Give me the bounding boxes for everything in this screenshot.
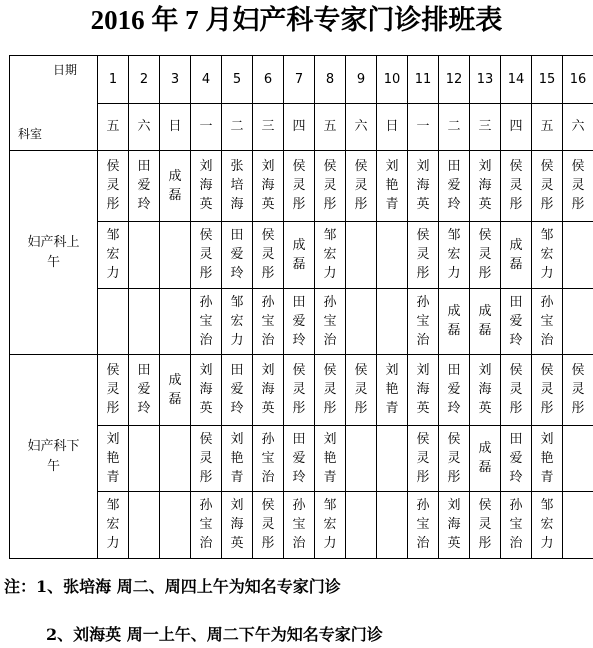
table-row (10, 222, 593, 289)
schedule-cell (563, 426, 593, 492)
doctor-name: 侯灵彤 (571, 159, 585, 212)
doctor-name: 孙宝治 (323, 294, 337, 348)
schedule-table (9, 55, 593, 559)
schedule-cell (532, 492, 563, 559)
doctor-name: 侯灵彤 (323, 159, 337, 212)
weekday: 三 (470, 104, 501, 151)
day-number: 3 (160, 56, 191, 104)
schedule-cell (408, 222, 439, 289)
doctor-name: 侯灵彤 (478, 228, 492, 281)
doctor-name: 刘艳青 (385, 363, 399, 416)
weekday: 四 (284, 104, 315, 151)
schedule-cell (315, 289, 346, 355)
schedule-cell (377, 355, 408, 426)
schedule-cell (253, 289, 284, 355)
table-row (10, 289, 593, 355)
weekday: 日 (377, 104, 408, 151)
schedule-cell (98, 492, 129, 559)
schedule-cell (470, 289, 501, 355)
schedule-cell (129, 289, 160, 355)
day-number: 6 (253, 56, 284, 104)
table-row (10, 492, 593, 559)
schedule-cell (563, 151, 593, 222)
schedule-cell (532, 426, 563, 492)
doctor-name: 刘海英 (416, 159, 430, 212)
schedule-cell (129, 492, 160, 559)
schedule-cell (315, 151, 346, 222)
schedule-cell (408, 492, 439, 559)
day-number: 10 (377, 56, 408, 104)
schedule-cell (191, 355, 222, 426)
doctor-name: 田爱玲 (137, 363, 151, 416)
doctor-name: 田爱玲 (292, 431, 306, 485)
doctor-name: 田爱玲 (230, 228, 244, 281)
schedule-cell (439, 222, 470, 289)
schedule-cell (470, 492, 501, 559)
schedule-cell (129, 426, 160, 492)
day-number: 7 (284, 56, 315, 104)
doctor-name: 成磊 (447, 304, 461, 338)
schedule-cell (439, 426, 470, 492)
schedule-cell (98, 426, 129, 492)
schedule-cell (532, 289, 563, 355)
doctor-name: 侯灵彤 (509, 159, 523, 212)
schedule-cell (408, 355, 439, 426)
doctor-name: 邹宏力 (540, 228, 554, 281)
schedule-cell (98, 289, 129, 355)
doctor-name: 侯灵彤 (540, 363, 554, 416)
doctor-name: 邹宏力 (230, 294, 244, 348)
doctor-name: 孙宝治 (261, 431, 275, 485)
doctor-name: 刘海英 (478, 159, 492, 212)
doctor-name: 刘海英 (261, 159, 275, 212)
doctor-name: 侯灵彤 (540, 159, 554, 212)
doctor-name: 侯灵彤 (416, 431, 430, 485)
schedule-cell (129, 355, 160, 426)
dept-label-text: 妇产科下午 (27, 438, 80, 474)
weekday: 五 (315, 104, 346, 151)
schedule-cell (377, 492, 408, 559)
doctor-name: 成磊 (168, 168, 182, 203)
doctor-name: 侯灵彤 (354, 159, 368, 212)
doctor-name: 侯灵彤 (416, 228, 430, 281)
doctor-name: 孙宝治 (416, 294, 430, 348)
schedule-cell (501, 426, 532, 492)
schedule-cell (439, 355, 470, 426)
schedule-cell (346, 492, 377, 559)
doctor-name: 田爱玲 (137, 159, 151, 212)
schedule-cell (408, 289, 439, 355)
day-number: 1 (98, 56, 129, 104)
header-day-row (10, 56, 593, 104)
doctor-name: 邹宏力 (323, 498, 337, 551)
schedule-cell (253, 355, 284, 426)
table-row (10, 426, 593, 492)
weekday: 二 (439, 104, 470, 151)
schedule-cell (98, 151, 129, 222)
schedule-cell (191, 222, 222, 289)
doctor-name: 侯灵彤 (292, 363, 306, 416)
table-row (10, 151, 593, 222)
doctor-name: 刘海英 (416, 363, 430, 416)
doctor-name: 刘海英 (478, 363, 492, 416)
doctor-name: 侯灵彤 (199, 431, 213, 485)
header-corner (10, 56, 98, 151)
schedule-cell (501, 355, 532, 426)
schedule-cell (346, 426, 377, 492)
doctor-name: 刘海英 (261, 363, 275, 416)
doctor-name: 侯灵彤 (354, 363, 368, 416)
doctor-name: 孙宝治 (540, 294, 554, 348)
schedule-cell (501, 289, 532, 355)
weekday: 四 (501, 104, 532, 151)
schedule-cell (470, 355, 501, 426)
day-number: 16 (563, 56, 593, 104)
schedule-cell (563, 289, 593, 355)
schedule-cell (346, 222, 377, 289)
schedule-cell (439, 289, 470, 355)
doctor-name: 侯灵彤 (261, 498, 275, 551)
schedule-cell (222, 222, 253, 289)
doctor-name: 张培海 (230, 159, 244, 212)
schedule-cell (377, 151, 408, 222)
weekday: 一 (191, 104, 222, 151)
doctor-name: 侯灵彤 (199, 228, 213, 281)
schedule-cell (160, 355, 191, 426)
schedule-cell (501, 492, 532, 559)
doctor-name: 孙宝治 (199, 294, 213, 348)
schedule-cell (315, 355, 346, 426)
schedule-cell (563, 222, 593, 289)
day-number: 5 (222, 56, 253, 104)
schedule-cell (98, 355, 129, 426)
doctor-name: 侯灵彤 (106, 363, 120, 416)
schedule-cell (377, 289, 408, 355)
schedule-cell (253, 151, 284, 222)
doctor-name: 侯灵彤 (323, 363, 337, 416)
weekday: 五 (532, 104, 563, 151)
schedule-cell (98, 222, 129, 289)
schedule-cell (377, 222, 408, 289)
doctor-name: 刘海英 (230, 498, 244, 551)
schedule-cell (191, 289, 222, 355)
doctor-name: 成磊 (478, 441, 492, 475)
doctor-name: 田爱玲 (292, 294, 306, 348)
dept-label: 科室 (18, 127, 43, 141)
day-number: 4 (191, 56, 222, 104)
schedule-cell (470, 222, 501, 289)
dept-label-text: 妇产科上午 (27, 234, 80, 270)
schedule-cell (191, 492, 222, 559)
schedule-cell (346, 151, 377, 222)
doctor-name: 成磊 (292, 237, 306, 272)
day-number: 2 (129, 56, 160, 104)
doctor-name: 侯灵彤 (478, 498, 492, 551)
weekday: 三 (253, 104, 284, 151)
schedule-cell (532, 151, 563, 222)
doctor-name: 田爱玲 (509, 431, 523, 485)
doctor-name: 邹宏力 (447, 228, 461, 281)
schedule-cell (346, 289, 377, 355)
doctor-name: 邹宏力 (540, 498, 554, 551)
schedule-cell (284, 151, 315, 222)
table-row (10, 355, 593, 426)
dept-cell (10, 355, 98, 559)
schedule-cell (315, 492, 346, 559)
schedule-cell (315, 426, 346, 492)
weekday: 五 (98, 104, 129, 151)
schedule-cell (160, 151, 191, 222)
doctor-name: 刘艳青 (106, 431, 120, 485)
doctor-name: 成磊 (478, 304, 492, 338)
schedule-cell (129, 222, 160, 289)
schedule-cell (470, 426, 501, 492)
schedule-cell (501, 151, 532, 222)
schedule-cell (563, 492, 593, 559)
schedule-cell (284, 426, 315, 492)
doctor-name: 刘海英 (447, 498, 461, 551)
weekday: 一 (408, 104, 439, 151)
doctor-name: 刘艳青 (540, 431, 554, 485)
doctor-name: 侯灵彤 (571, 363, 585, 416)
doctor-name: 侯灵彤 (447, 431, 461, 485)
schedule-cell (160, 222, 191, 289)
schedule-cell (532, 222, 563, 289)
day-number: 14 (501, 56, 532, 104)
doctor-name: 侯灵彤 (509, 363, 523, 416)
doctor-name: 邹宏力 (106, 498, 120, 551)
doctor-name: 田爱玲 (230, 363, 244, 416)
schedule-cell (284, 222, 315, 289)
doctor-name: 侯灵彤 (261, 228, 275, 281)
doctor-name: 孙宝治 (199, 498, 213, 551)
doctor-name: 田爱玲 (447, 363, 461, 416)
doctor-name: 刘艳青 (385, 159, 399, 212)
doctor-name: 孙宝治 (292, 498, 306, 551)
doctor-name: 刘艳青 (323, 431, 337, 485)
doctor-name: 成磊 (509, 237, 523, 272)
schedule-cell (222, 289, 253, 355)
weekday: 日 (160, 104, 191, 151)
doctor-name: 田爱玲 (447, 159, 461, 212)
schedule-cell (222, 151, 253, 222)
schedule-cell (346, 355, 377, 426)
schedule-cell (408, 426, 439, 492)
schedule-cell (160, 492, 191, 559)
schedule-cell (532, 355, 563, 426)
weekday: 六 (129, 104, 160, 151)
doctor-name: 侯灵彤 (292, 159, 306, 212)
doctor-name: 邹宏力 (106, 228, 120, 281)
doctor-name: 孙宝治 (416, 498, 430, 551)
schedule-cell (501, 222, 532, 289)
schedule-cell (284, 492, 315, 559)
schedule-cell (563, 355, 593, 426)
schedule-cell (284, 289, 315, 355)
doctor-name: 邹宏力 (323, 228, 337, 281)
note-1: 注：1、张培海 周二、周四上午为知名专家门诊 (4, 577, 341, 596)
doctor-name: 刘海英 (199, 363, 213, 416)
schedule-cell (129, 151, 160, 222)
schedule-cell (439, 151, 470, 222)
schedule-cell (439, 492, 470, 559)
day-number: 12 (439, 56, 470, 104)
weekday: 六 (346, 104, 377, 151)
schedule-cell (470, 151, 501, 222)
doctor-name: 刘海英 (199, 159, 213, 212)
doctor-name: 孙宝治 (261, 294, 275, 348)
page-title: 2016 年 7 月妇产科专家门诊排班表 (90, 5, 503, 35)
schedule-cell (191, 426, 222, 492)
schedule-cell (160, 426, 191, 492)
schedule-cell (253, 492, 284, 559)
doctor-name: 孙宝治 (509, 498, 523, 551)
schedule-cell (160, 289, 191, 355)
weekday: 六 (563, 104, 593, 151)
dept-cell (10, 151, 98, 355)
day-number: 11 (408, 56, 439, 104)
day-number: 8 (315, 56, 346, 104)
schedule-cell (222, 492, 253, 559)
weekday: 二 (222, 104, 253, 151)
day-number: 13 (470, 56, 501, 104)
day-number: 15 (532, 56, 563, 104)
schedule-cell (253, 222, 284, 289)
doctor-name: 刘艳青 (230, 431, 244, 485)
note-2: 2、刘海英 周一上午、周二下午为知名专家门诊 (46, 625, 383, 644)
doctor-name: 田爱玲 (509, 294, 523, 348)
day-number: 9 (346, 56, 377, 104)
schedule-cell (222, 355, 253, 426)
doctor-name: 成磊 (168, 372, 182, 407)
schedule-cell (408, 151, 439, 222)
date-label: 日期 (52, 63, 77, 77)
schedule-cell (191, 151, 222, 222)
doctor-name: 侯灵彤 (106, 159, 120, 212)
schedule-cell (377, 426, 408, 492)
schedule-cell (222, 426, 253, 492)
schedule-cell (315, 222, 346, 289)
schedule-cell (284, 355, 315, 426)
schedule-cell (253, 426, 284, 492)
